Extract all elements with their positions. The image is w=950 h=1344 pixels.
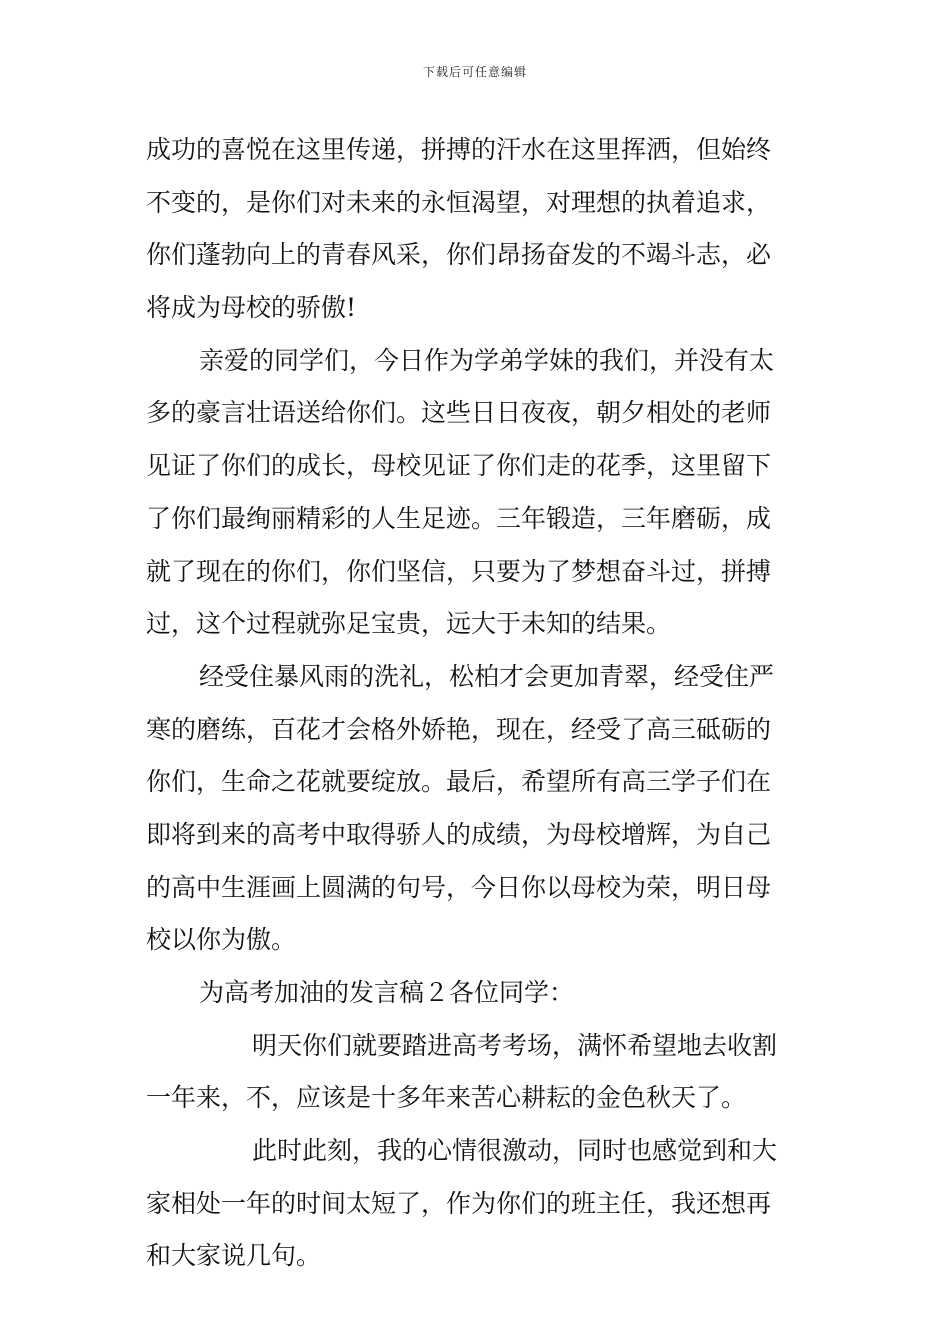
paragraph-first-line: 明天你们就要踏进高考考场，满怀希望地去收割 [252, 1030, 778, 1060]
text-line: 的高中生涯画上圆满的句号，今日你以母校为荣，明日母 [146, 872, 772, 902]
text-line: 校以你为傲。 [146, 925, 297, 955]
text-line: 家相处一年的时间太短了，作为你们的班主任，我还想再 [146, 1188, 772, 1218]
paragraph-first-line: 经受住暴风雨的洗礼，松柏才会更加青翠，经受住严 [199, 661, 775, 691]
text-line: 不变的，是你们对未来的永恒渴望，对理想的执着追求， [146, 187, 772, 217]
text-line: 你们蓬勃向上的青春风采，你们昂扬奋发的不竭斗志，必 [146, 240, 772, 270]
text-line: 寒的磨练，百花才会格外娇艳，现在，经受了高三砥砺的 [146, 714, 772, 744]
text-line: 多的豪言壮语送给你们。这些日日夜夜，朝夕相处的老师 [146, 398, 772, 428]
text-line: 即将到来的高考中取得骄人的成绩，为母校增辉，为自己 [146, 819, 772, 849]
paragraph-first-line: 亲爱的同学们，今日作为学弟学妹的我们，并没有太 [199, 345, 775, 375]
text-line: 你们，生命之花就要绽放。最后，希望所有高三学子们在 [146, 767, 772, 797]
text-line: 成功的喜悦在这里传递，拼搏的汗水在这里挥洒，但始终 [146, 135, 772, 164]
text-line: 和大家说几句。 [146, 1241, 322, 1271]
text-line: 一年来，不，应该是十多年来苦心耕耘的金色秋天了。 [146, 1083, 747, 1113]
text-line: 了你们最绚丽精彩的人生足迹。三年锻造，三年磨砺，成 [146, 503, 772, 533]
text-line: 将成为母校的骄傲! [146, 293, 357, 323]
section-heading: 为高考加油的发言稿２各位同学： [199, 978, 575, 1007]
text-line: 就了现在的你们，你们坚信，只要为了梦想奋斗过，拼搏 [146, 556, 772, 586]
text-line: 见证了你们的成长，母校见证了你们走的花季，这里留下 [146, 451, 772, 481]
text-line: 过，这个过程就弥足宝贵，远大于未知的结果。 [146, 609, 672, 639]
paragraph-first-line: 此时此刻，我的心情很激动，同时也感觉到和大 [252, 1136, 778, 1166]
page-header: 下载后可任意编辑 [422, 65, 527, 79]
document-body [146, 124, 810, 1283]
